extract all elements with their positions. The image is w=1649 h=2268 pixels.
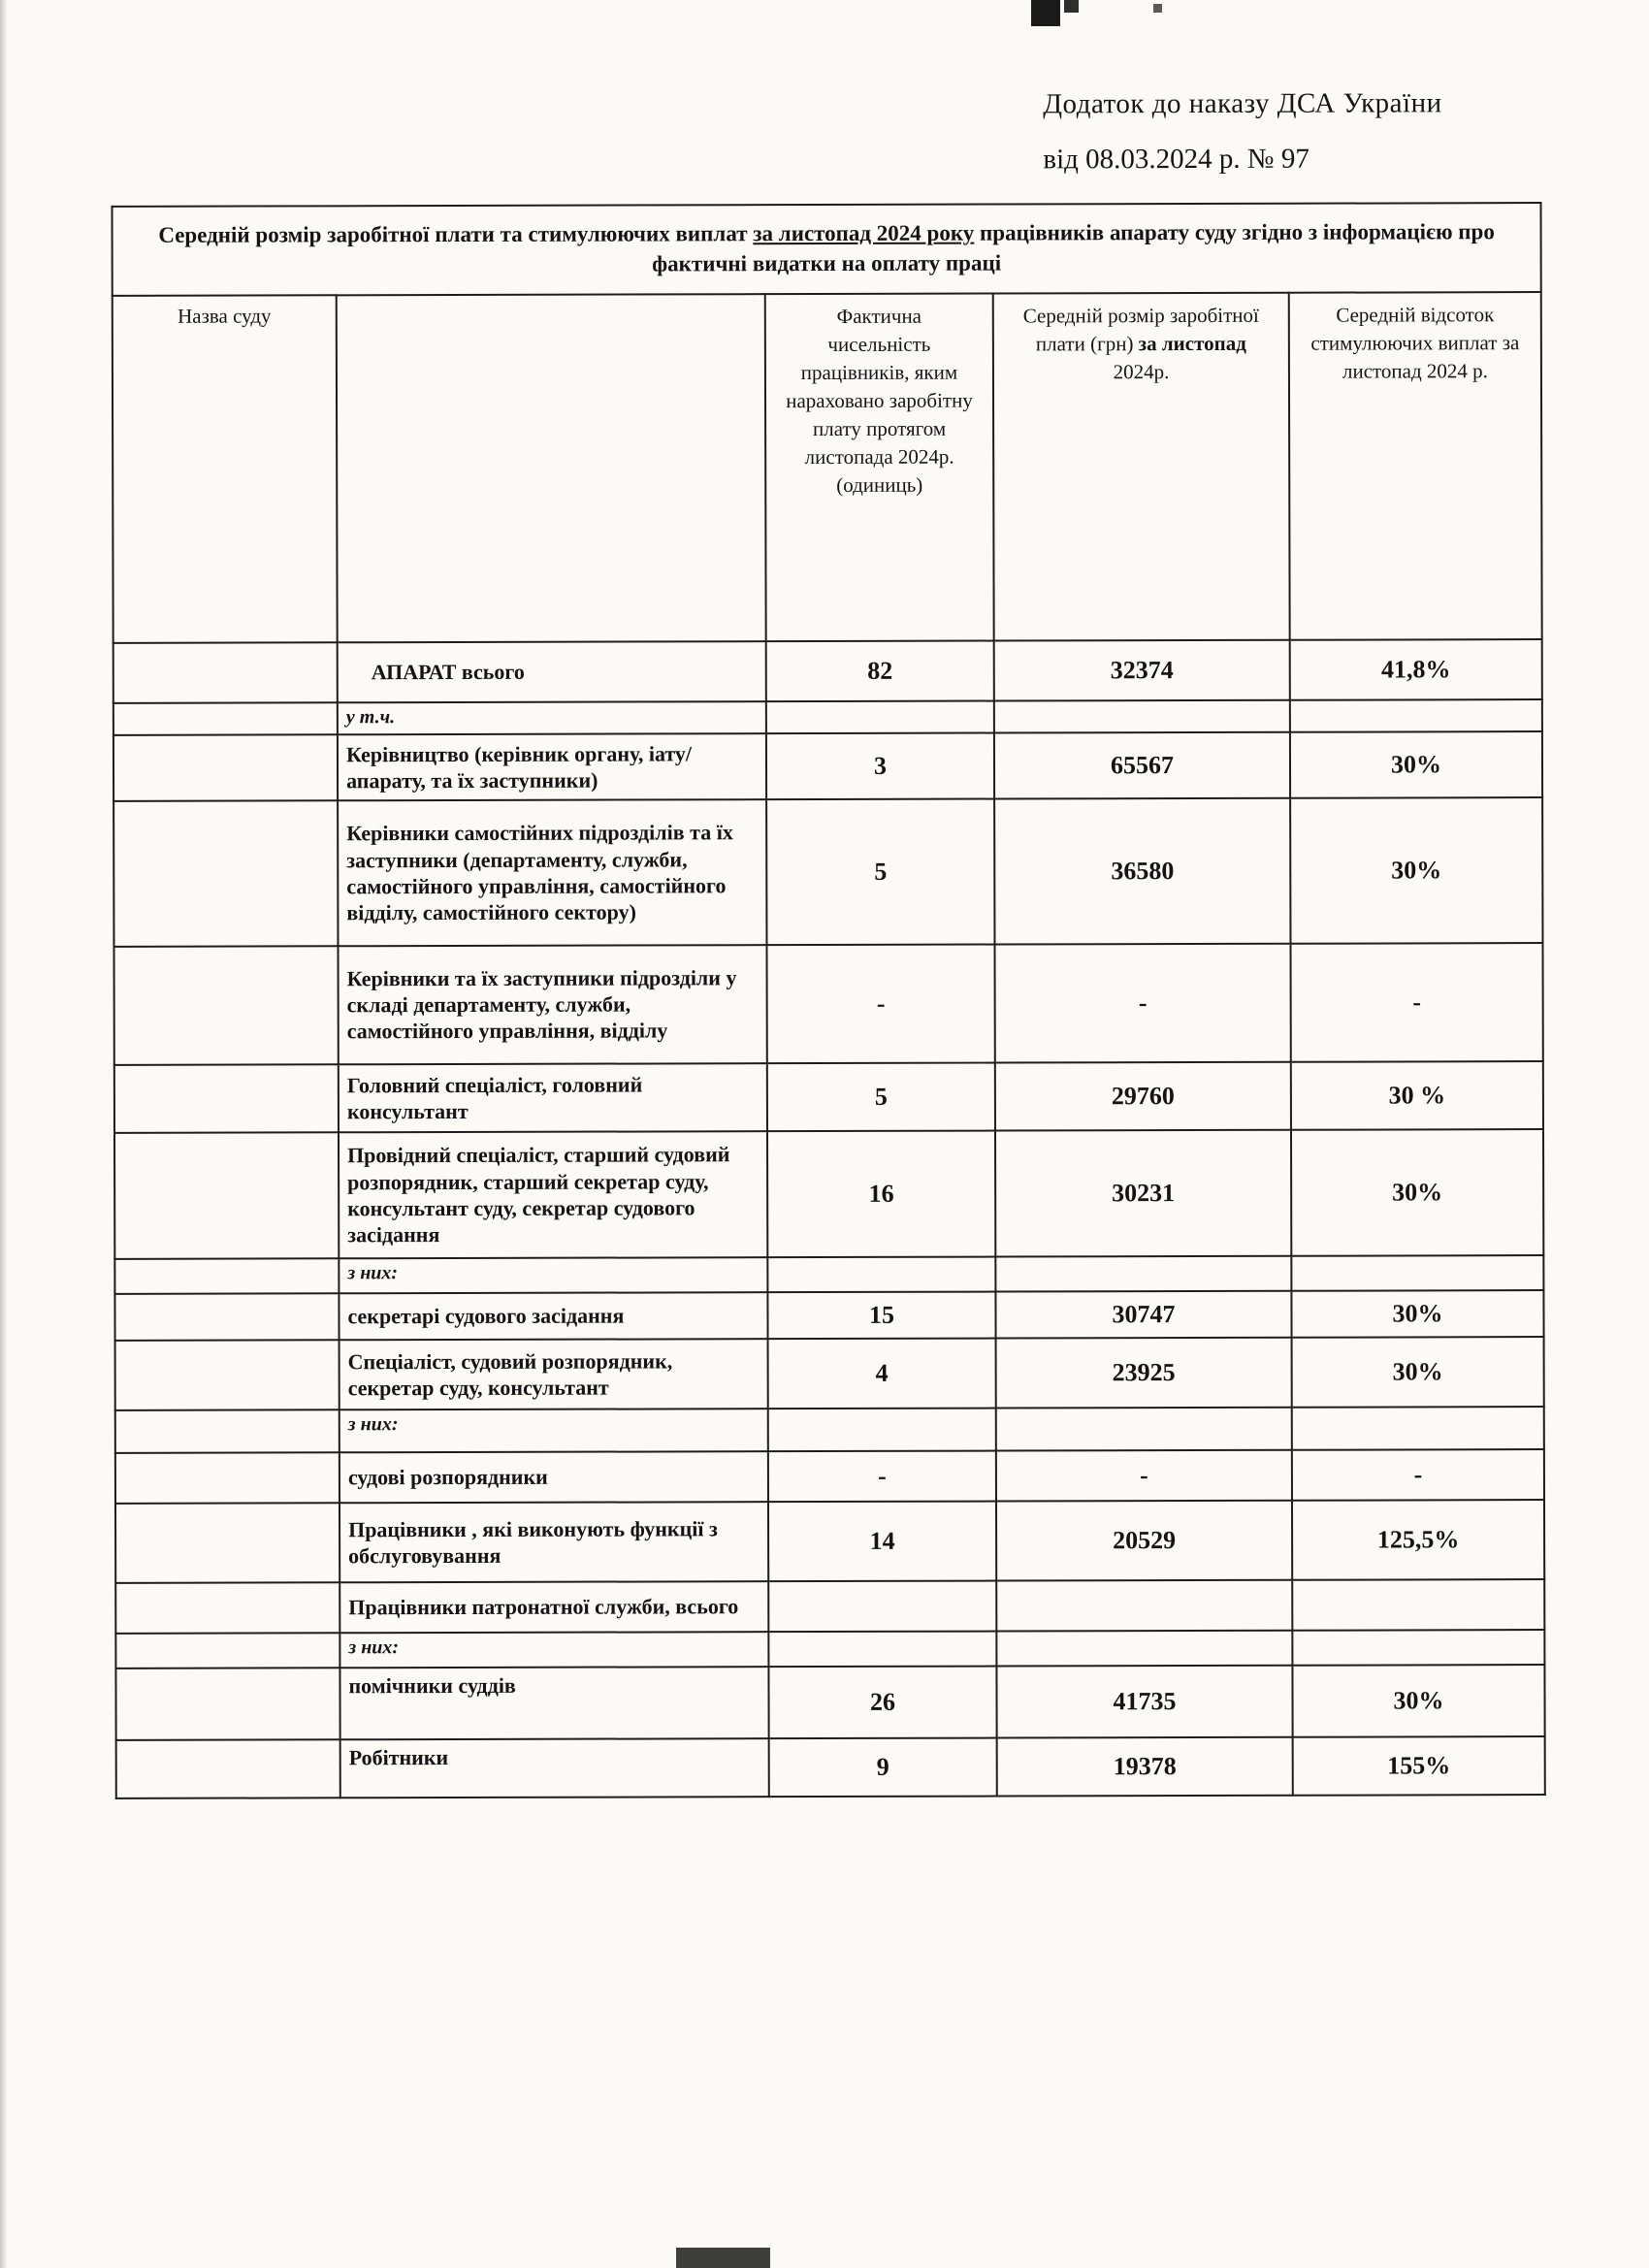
headcount-cell [768, 1408, 996, 1451]
column-header-avg-salary [993, 293, 1290, 641]
salary-cell: 29760 [995, 1062, 1291, 1131]
percent-cell: 30% [1291, 1290, 1543, 1338]
category-cell: Працівники , які виконують функції з обслуговування [340, 1502, 768, 1582]
court-name-cell [116, 1739, 340, 1798]
percent-cell: - [1292, 1449, 1544, 1501]
table-row [113, 943, 1542, 1065]
avg-salary-header-text: Середній розмір заробітної плати (грн) [1022, 303, 1259, 356]
headcount-cell: 82 [766, 641, 994, 702]
column-header-court-name: Назва суду [113, 295, 338, 643]
category-cell: Провідний спеціаліст, старший судовий розпорядник, старший секретар суду, консультант суду, секретар судового засідання [339, 1131, 767, 1258]
salary-cell: 30231 [995, 1130, 1291, 1257]
table-row [114, 1129, 1543, 1259]
court-name-cell [113, 734, 338, 801]
table-title-period: за листопад 2024 року [753, 220, 975, 246]
headcount-cell [767, 1256, 995, 1292]
table-row [115, 1337, 1544, 1410]
table-row [114, 1290, 1543, 1341]
category-cell: Працівники патронатної служби, всього [340, 1581, 768, 1633]
percent-cell [1292, 1407, 1544, 1450]
court-name-cell [114, 1293, 339, 1341]
salary-cell: - [996, 1450, 1292, 1502]
headcount-cell [768, 1580, 996, 1632]
table-row [113, 797, 1542, 947]
salary-cell: 65567 [994, 732, 1290, 799]
headcount-cell: - [766, 944, 994, 1063]
court-name-cell [113, 642, 338, 703]
court-name-cell [115, 1668, 340, 1740]
column-header-headcount: Фактична чисельність працівників, яким нараховано заробітну плату протягом листопада 2024р. (одиниць) [765, 294, 994, 642]
court-name-cell [115, 1452, 340, 1504]
table-row [113, 699, 1542, 735]
headcount-cell: 5 [767, 1062, 995, 1131]
header-order-reference: Додаток до наказу ДСА України [1043, 87, 1442, 120]
court-name-cell [115, 1503, 340, 1583]
category-cell: у т.ч. [338, 701, 766, 734]
table-row [114, 1061, 1543, 1133]
salary-cell: 20529 [996, 1501, 1292, 1581]
table-row [115, 1630, 1544, 1669]
category-cell: Робітники [340, 1738, 769, 1798]
category-cell: АПАРАТ всього [338, 641, 766, 702]
percent-cell [1292, 1579, 1544, 1631]
percent-cell [1291, 1255, 1543, 1291]
avg-salary-header-year: 2024р. [1113, 360, 1170, 384]
document-header [1043, 87, 1442, 176]
salary-cell [994, 700, 1290, 733]
salary-cell: - [994, 944, 1290, 1063]
table-row [115, 1665, 1544, 1740]
court-name-cell [113, 702, 338, 734]
table-row [115, 1449, 1544, 1504]
header-order-date-number: від 08.03.2024 р. № 97 [1043, 143, 1310, 176]
salary-cell [996, 1408, 1292, 1451]
table-row [115, 1500, 1544, 1583]
headcount-cell: - [768, 1450, 996, 1502]
headcount-cell: 3 [766, 732, 994, 799]
category-cell: з них: [340, 1409, 768, 1452]
headcount-cell: 14 [768, 1501, 996, 1581]
category-cell: Головний спеціаліст, головний консультант [339, 1063, 767, 1132]
salary-cell: 36580 [994, 798, 1290, 945]
category-cell: секретарі судового засідання [339, 1292, 767, 1340]
table-title-part2: працівників апарату суду згідно з інформацією про фактичні видатки на оплату праці [652, 219, 1495, 276]
column-header-category [337, 294, 766, 642]
court-name-cell [115, 1582, 340, 1634]
percent-cell: 30% [1290, 731, 1542, 798]
table-row [114, 1255, 1543, 1294]
court-name-cell [114, 1132, 339, 1259]
salary-cell: 23925 [996, 1338, 1292, 1409]
court-name-cell [113, 800, 338, 947]
table-row [115, 1579, 1544, 1634]
percent-cell: 30% [1292, 1337, 1544, 1408]
salary-cell: 19378 [997, 1737, 1293, 1797]
percent-cell: 30% [1290, 797, 1542, 944]
table-row [116, 1736, 1545, 1798]
category-cell: Керівництво (керівник органу, іату/апарату, та їх заступники) [338, 733, 766, 800]
court-name-cell [115, 1340, 340, 1410]
court-name-cell [114, 1064, 339, 1133]
table-row [115, 1407, 1544, 1453]
avg-salary-header-period: за листопад [1138, 331, 1246, 356]
salary-cell [995, 1256, 1291, 1292]
percent-cell [1292, 1630, 1544, 1666]
court-name-cell [113, 946, 338, 1065]
headcount-cell: 16 [767, 1130, 995, 1257]
salary-cell: 30747 [995, 1291, 1291, 1339]
headcount-cell: 5 [766, 798, 994, 945]
headcount-cell: 9 [769, 1737, 997, 1797]
table-row [113, 639, 1542, 703]
category-cell: Керівники самостійних підрозділів та їх заступники (департаменту, служби, самостійного управління, самостійного відділу, самостійного сектору) [338, 799, 766, 946]
percent-cell: 155% [1293, 1736, 1545, 1796]
salary-cell [996, 1631, 1292, 1667]
percent-cell: - [1290, 943, 1542, 1062]
percent-cell: 30% [1292, 1665, 1544, 1737]
salary-cell [996, 1580, 1292, 1632]
salary-cell: 41735 [996, 1666, 1292, 1738]
court-name-cell [114, 1258, 339, 1294]
headcount-cell: 15 [767, 1291, 995, 1339]
percent-cell: 125,5% [1292, 1500, 1544, 1580]
category-cell: Керівники та їх заступники підрозділи у складі департаменту, служби, самостійного управління, відділу [338, 945, 766, 1064]
headcount-cell [768, 1631, 996, 1667]
salary-table [111, 202, 1545, 1799]
table-title-part1: Середній розмір заробітної плати та стимулюючих виплат [158, 221, 754, 247]
category-cell: з них: [340, 1632, 768, 1668]
percent-cell [1290, 699, 1542, 731]
category-cell: судові розпорядники [340, 1451, 768, 1503]
category-cell: Спеціаліст, судовий розпорядник, секретар суду, консультант [340, 1339, 768, 1409]
table-row [113, 731, 1542, 801]
court-name-cell [115, 1409, 340, 1453]
category-cell: з них: [339, 1257, 767, 1293]
percent-cell: 41,8% [1290, 639, 1542, 700]
headcount-cell: 26 [768, 1666, 996, 1738]
court-name-cell [115, 1633, 340, 1669]
percent-cell: 30 % [1291, 1061, 1543, 1130]
headcount-cell: 4 [768, 1338, 996, 1409]
percent-cell: 30% [1291, 1129, 1543, 1256]
salary-cell: 32374 [994, 640, 1290, 701]
headcount-cell [766, 701, 994, 733]
table-title [112, 203, 1540, 296]
column-header-stimulus-percent: Середній відсоток стимулюючих виплат за листопад 2024 р. [1289, 292, 1542, 640]
category-cell: помічники суддів [340, 1667, 768, 1739]
